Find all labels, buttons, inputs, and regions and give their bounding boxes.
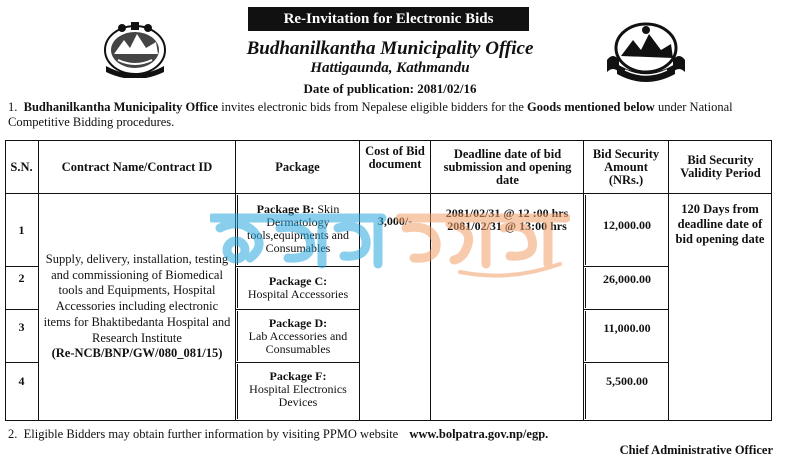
security-amount: 12,000.00 [603,217,651,232]
validity-cell: 120 Days from deadline date of bid opening date [675,202,765,246]
contract-id: (Re-NCB/BNP/GW/080_081/15) [51,346,223,361]
row-sn: 2 [18,270,25,285]
note-number: 2. [8,427,18,441]
intro-text-a: invites electronic bids from Nepalese eligible bidders for the [218,100,528,114]
header-deadline: Deadline date of bid submission and opening date [443,146,572,187]
row-sn: 1 [18,222,25,237]
security-amount: 26,000.00 [603,271,651,286]
publication-date: Date of publication: 2081/02/16 [303,81,477,96]
intro-office: Budhanilkantha Municipality Office [23,100,219,114]
package-text [239,203,357,255]
notice-banner: Re-Invitation for Electronic Bids [248,7,529,31]
intro-goods: Goods mentioned below [527,100,655,114]
package-cell [239,268,357,308]
header-sn: S.N. [10,159,33,174]
header-validity: Bid Security Validity Period [680,153,761,180]
package-desc: Hospital Electronics Devices [249,381,347,409]
deadline-cell [432,204,582,236]
intro-text-b: under National Competitive Bidding procedures. [8,100,733,129]
office-address: Hattigaunda, Kathmandu [310,60,470,76]
intro-number: 1. [8,100,18,114]
package-label: Package B: [256,202,315,216]
contract-name: Supply, delivery, installation, testing and commissioning of Biomedical tools and Equipments, Hospital Accessories including electronic items for Bhaktibedanta Hospital and Research Institute [43,251,231,345]
package-desc: Lab Accessories and Consumables [248,328,348,356]
deadline-opening: 2081/02/31 @ 13:00 hrs [447,219,567,233]
package-desc: Hospital Accessories [247,287,349,301]
package-label: Package D: [268,315,328,330]
header-security: Bid Security Amount (NRs.) [592,146,660,187]
row-sn: 3 [18,320,25,334]
office-name: Budhanilkantha Municipality Office [246,38,534,59]
cost-cell: 3,000/- [377,213,413,228]
deadline-submission: 2081/02/31 @ 12 :00 hrs [445,206,569,220]
security-amount: 11,000.00 [603,320,651,335]
package-label: Package F: [269,368,327,383]
security-amount: 5,500.00 [606,373,648,388]
package-cell [239,311,357,361]
signoff: Chief Administrative Officer [619,443,773,457]
row-sn: 4 [18,374,25,388]
package-cell [239,364,357,414]
package-label: Package C: [268,274,328,288]
ppmo-link[interactable]: www.bolpatra.gov.np/egp. [409,427,549,441]
package-desc: Skin Dermatology tools,equipments and Consumables [247,202,349,255]
header-contract: Contract Name/Contract ID [61,159,213,174]
note-text: Eligible Bidders may obtain further information by visiting PPMO website [23,427,399,441]
header-cost: Cost of Bid document [365,144,425,171]
footer-note [8,427,548,442]
header-package: Package [275,159,320,174]
package-cell [239,196,357,262]
contract-cell [42,196,232,418]
